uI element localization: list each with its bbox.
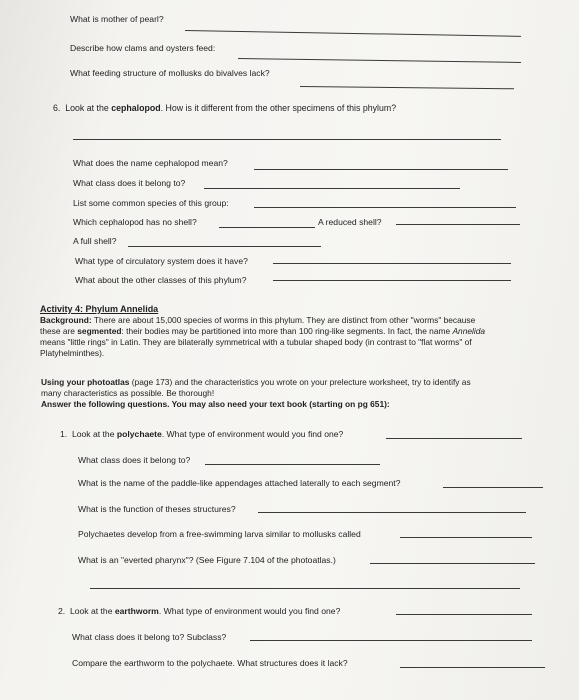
answer-line[interactable] [400,537,532,538]
question-clams-feed: Describe how clams and oysters feed: [70,43,216,53]
answer-line[interactable] [370,563,535,564]
answer-line[interactable] [443,487,543,488]
answer-line[interactable] [386,438,522,439]
answer-line[interactable] [400,667,545,668]
question-no-shell: Which cephalopod has no shell? [73,217,197,227]
question-mother-of-pearl: What is mother of pearl? [70,14,164,24]
answer-line[interactable] [273,263,511,264]
question-2-compare: Compare the earthworm to the polychaete. What structures does it lack? [72,658,348,668]
question-full-shell: A full shell? [73,236,117,246]
question-species: List some common species of this group: [73,198,229,208]
answer-line[interactable] [238,58,521,63]
answer-line[interactable] [204,188,460,189]
question-1-paddle: What is the name of the paddle-like appendages attached laterally to each segment? [78,478,401,488]
question-name-meaning: What does the name cephalopod mean? [73,158,228,168]
instructions: Using your photoatlas (page 173) and the characteristics you wrote on your prelecture worksheet, try to identify as many characteristics as possible. Be thorough! Answer the following questions. You may also need your text book (starting on pg 651): [41,377,471,409]
answer-line[interactable] [90,588,520,589]
answer-line[interactable] [254,169,508,170]
answer-line[interactable] [73,139,501,140]
background-paragraph: Background: There are about 15,000 species of worms in this phylum. They are distinct from other "worms" because these are segmented: their bodies may be partitioned into more than 100 ring-like segments. In fact, the name Annelida means "little rings" in Latin. They are bilaterally symmetrical with a tubular shaped body (in contrast to "flat worms" of Platyhelminthes). [40,315,486,358]
answer-line[interactable] [185,30,521,37]
answer-line[interactable] [273,280,511,281]
answer-line[interactable] [205,464,380,465]
activity-title: Activity 4: Phylum Annelida [40,304,159,314]
question-1-function: What is the function of theses structures? [78,504,236,514]
question-class: What class does it belong to? [73,178,186,188]
question-1: 1. Look at the polychaete. What type of environment would you find one? [60,429,344,439]
question-1-class: What class does it belong to? [78,455,191,465]
question-reduced-shell: A reduced shell? [318,217,382,227]
answer-line[interactable] [219,227,315,228]
question-other-classes: What about the other classes of this phylum? [75,275,247,285]
answer-line[interactable] [300,86,514,89]
question-6: 6. Look at the cephalopod. How is it different from the other specimens of this phylum? [53,103,397,113]
question-circulatory: What type of circulatory system does it have? [75,256,248,266]
answer-line[interactable] [250,640,532,641]
question-1-larva: Polychaetes develop from a free-swimming larva similar to mollusks called [78,529,361,539]
answer-line[interactable] [396,224,520,225]
answer-line[interactable] [396,614,532,615]
answer-line[interactable] [128,246,321,247]
answer-line[interactable] [258,512,526,513]
question-2-class: What class does it belong to? Subclass? [72,632,227,642]
question-feeding-structure: What feeding structure of mollusks do bivalves lack? [70,68,270,78]
question-1-pharynx: What is an "everted pharynx"? (See Figure 7.104 of the photoatlas.) [78,555,336,565]
answer-line[interactable] [254,207,516,208]
question-2: 2. Look at the earthworm. What type of environment would you find one? [58,606,341,616]
